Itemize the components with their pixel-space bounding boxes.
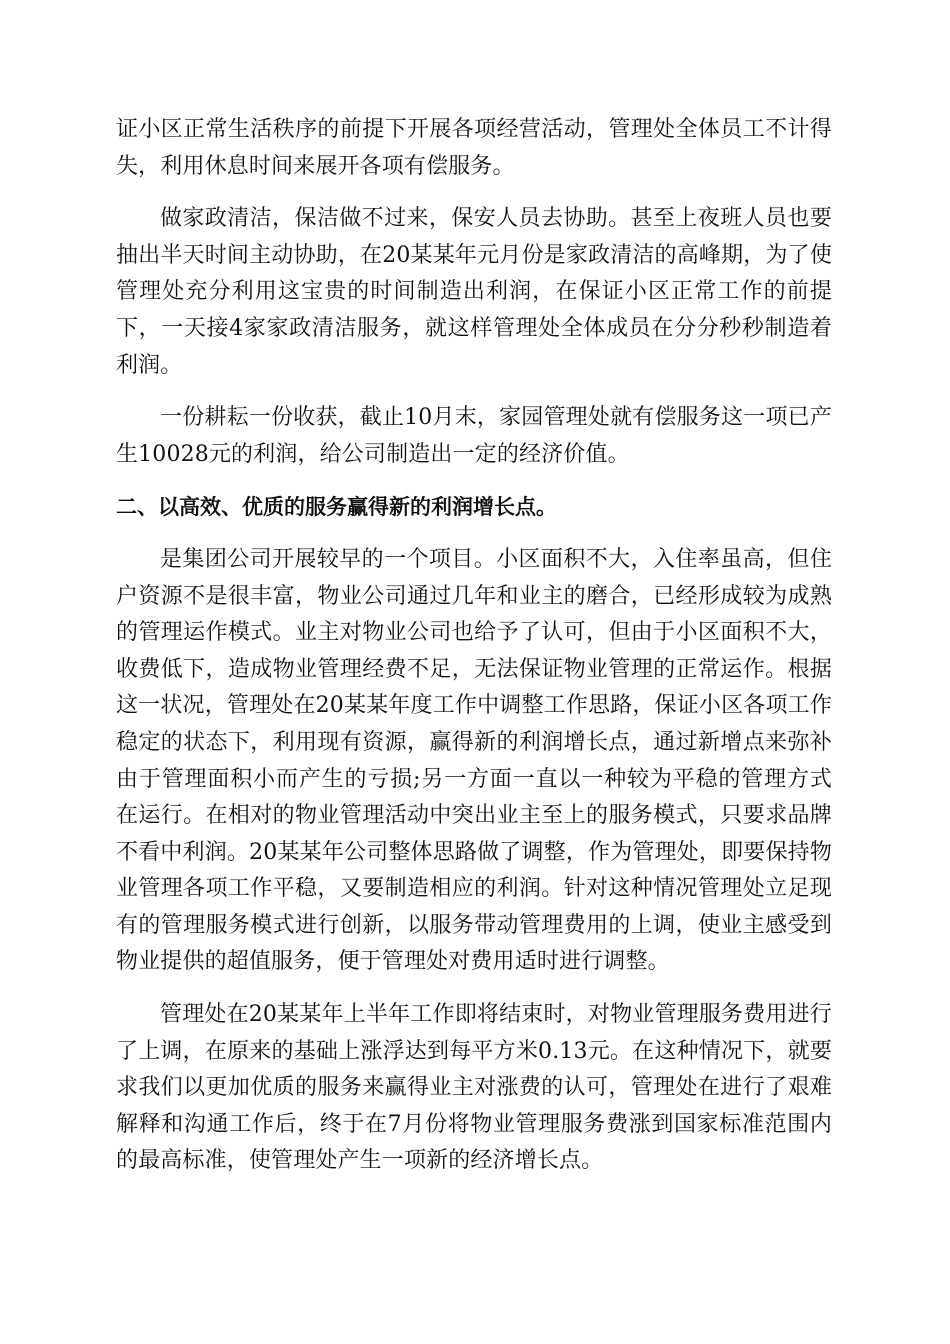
paragraph-cleaning: 做家政清洁，保洁做不过来，保安人员去协助。甚至上夜班人员也要抽出半天时间主动协助，在20某某年元月份是家政清洁的高峰期，为了使管理处充分利用这宝贵的时间制造出利润，在保证小区正常工作的前提下，一天接4家家政清洁服务，就这样管理处全体成员在分分秒秒制造着利润。: [116, 206, 832, 378]
paragraph-continued: 证小区正常生活秩序的前提下开展各项经营活动，管理处全体员工不计得失，利用休息时间来展开各项有偿服务。: [116, 117, 832, 179]
document-body: [116, 112, 832, 1180]
section-heading: 二、以高效、优质的服务赢得新的利润增长点。: [116, 495, 557, 520]
paragraph-harvest: 一份耕耘一份收获，截止10月末，家园管理处就有偿服务这一项已产生10028元的利润，给公司制造出一定的经济价值。: [116, 405, 832, 467]
paragraph-project: 是集团公司开展较早的一个项目。小区面积不大，入住率虽高，但住户资源不是很丰富，物业公司通过几年和业主的磨合，已经形成较为成熟的管理运作模式。业主对物业公司也给予了认可，但由于小区面积不大，收费低下，造成物业管理经费不足，无法保证物业管理的正常运作。根据这一状况，管理处在20某某年度工作中调整工作思路，保证小区各项工作稳定的状态下，利用现有资源，赢得新的利润增长点，通过新增点来弥补由于管理面积小而产生的亏损;另一方面一直以一种较为平稳的管理方式在运行。在相对的物业管理活动中突出业主至上的服务模式，只要求品牌不看中利润。20某某年公司整体思路做了调整，作为管理处，即要保持物业管理各项工作平稳，又要制造相应的利润。针对这种情况管理处立足现有的管理服务模式进行创新，以服务带动管理费用的上调，使业主感受到物业提供的超值服务，便于管理处对费用适时进行调整。: [116, 546, 832, 975]
paragraph-fee: 管理处在20某某年上半年工作即将结束时，对物业管理服务费用进行了上调，在原来的基础上涨浮达到每平方米0.13元。在这种情况下，就要求我们以更加优质的服务来赢得业主对涨费的认可，管理处在进行了艰难解释和沟通工作后，终于在7月份将物业管理服务费涨到国家标准范围内的最高标准，使管理处产生一项新的经济增长点。: [116, 1002, 832, 1174]
